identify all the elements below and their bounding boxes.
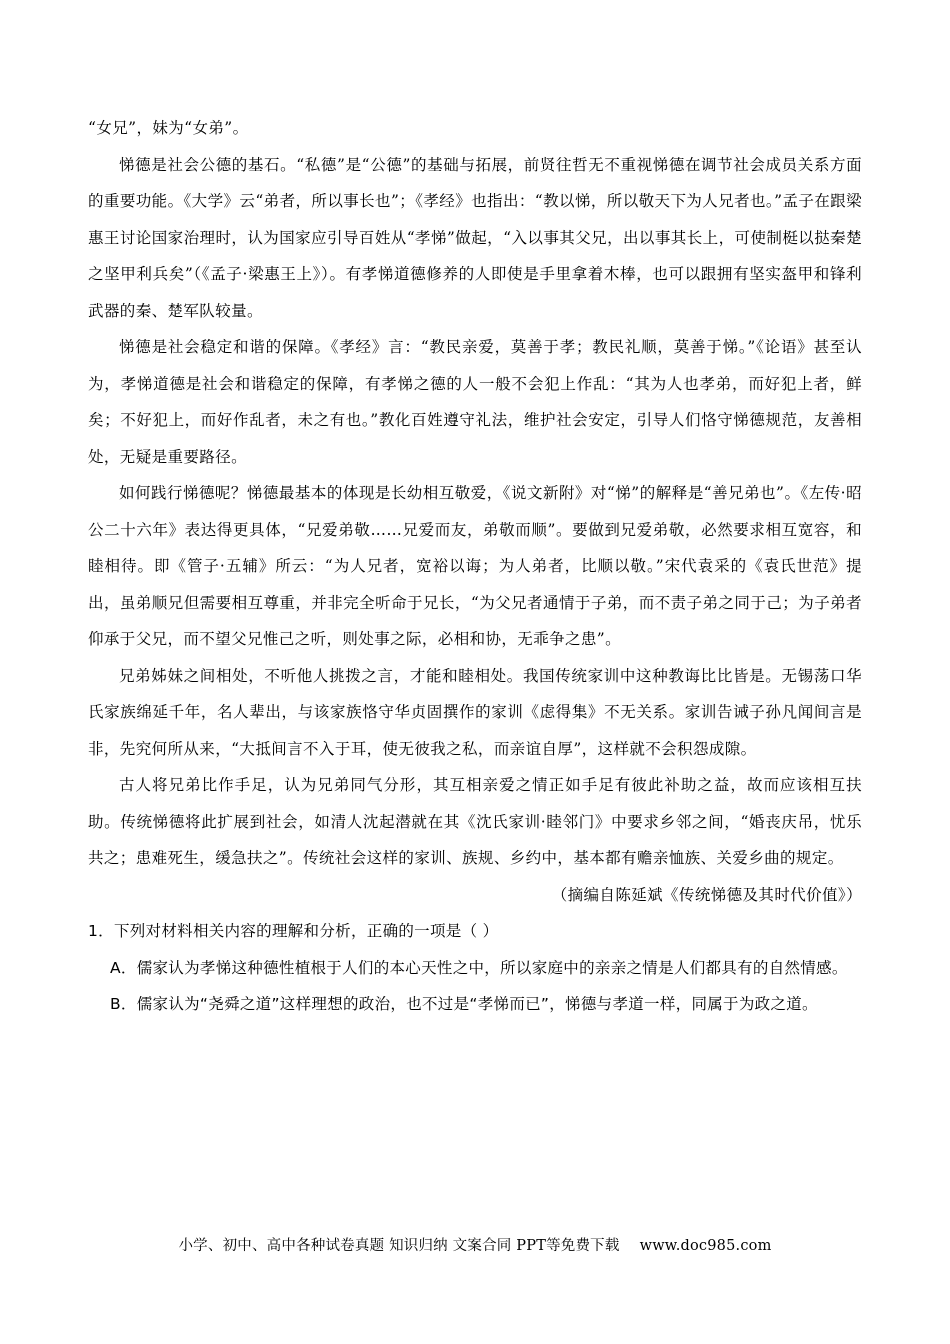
footer-url: www.doc985.com — [639, 1238, 772, 1254]
footer-text: 小学、初中、高中各种试卷真题 知识归纳 文案合同 PPT等免费下载 — [178, 1238, 620, 1254]
article-body — [88, 110, 862, 1023]
source-citation: （摘编自陈延斌《传统悌德及其时代价值》） — [551, 885, 862, 904]
question-1 — [88, 913, 862, 1023]
question-stem: 1．下列对材料相关内容的理解和分析，正确的一项是（ ） — [88, 922, 499, 940]
paragraph-2: 悌德是社会稳定和谐的保障。《孝经》言：“教民亲爱，莫善于孝；教民礼顺，莫善于悌。”《论语》甚至认为，孝悌道德是社会和谐稳定的保障，有孝悌之德的人一般不会犯上作乱：“其为人也孝弟，而好犯上者，鲜矣；不好犯上，而好作乱者，未之有也。”教化百姓遵守礼法，维护社会安定，引导人们恪守悌德规范，友善相处，无疑是重要路径。 — [88, 338, 862, 466]
option-a: A．儒家认为孝悌这种德性植根于人们的本心天性之中，所以家庭中的亲亲之情是人们都具有的自然情感。 — [110, 958, 848, 977]
paragraph-1: 悌德是社会公德的基石。“私德”是“公德”的基础与拓展，前贤往哲无不重视悌德在调节社会成员关系方面的重要功能。《大学》云“弟者，所以事长也”；《孝经》也指出：“教以悌，所以敬天下为人兄者也。”孟子在跟梁惠王讨论国家治理时，认为国家应引导百姓从“孝悌”做起，“入以事其父兄，出以事其长上，可使制梃以挞秦楚之坚甲利兵矣”（《孟子·梁惠王上》）。有孝悌道德修养的人即使是手里拿着木棒，也可以跟拥有坚实盔甲和锋利武器的秦、楚军队较量。 — [88, 155, 862, 320]
paragraph-3: 如何践行悌德呢？悌德最基本的体现是长幼相互敬爱，《说文新附》对“悌”的解释是“善兄弟也”。《左传·昭公二十六年》表达得更具体，“兄爱弟敬……兄爱而友，弟敬而顺”。要做到兄爱弟敬，必然要求相互宽容，和睦相待。即《管子·五辅》所云：“为人兄者，宽裕以诲；为人弟者，比顺以敬。”宋代袁采的《袁氏世范》提出，虽弟顺兄但需要相互尊重，并非完全听命于兄长，“为父兄者通情于子弟，而不责子弟之同于己；为子弟者仰承于父兄，而不望父兄惟己之听，则处事之际，必相和协，无乖争之患”。 — [88, 484, 862, 648]
paragraph-4: 兄弟姊妹之间相处，不听他人挑拨之言，才能和睦相处。我国传统家训中这种教诲比比皆是。无锡荡口华氏家族绵延千年，名人辈出，与该家族恪守华贞固撰作的家训《虑得集》不无关系。家训告诫子孙凡闻间言是非，先究何所从来，“大抵间言不入于耳，使无彼我之私，而亲谊自厚”，这样就不会积怨成隙。 — [88, 666, 862, 758]
continued-line: “女兄”，妹为“女弟”。 — [88, 119, 249, 137]
option-b: B．儒家认为“尧舜之道”这样理想的政治，也不过是“孝悌而已”，悌德与孝道一样，同属于为政之道。 — [110, 995, 818, 1013]
page-footer — [0, 1234, 950, 1255]
paragraph-5: 古人将兄弟比作手足，认为兄弟同气分形，其互相亲爱之情正如手足有彼此补助之益，故而应该相互扶助。传统悌德将此扩展到社会，如清人沈起潜就在其《沈氏家训·睦邻门》中要求乡邻之间，“婚丧庆吊，忧乐共之；患难死生，缓急扶之”。传统社会这样的家训、族规、乡约中，基本都有赡亲恤族、关爱乡曲的规定。 — [88, 776, 862, 867]
